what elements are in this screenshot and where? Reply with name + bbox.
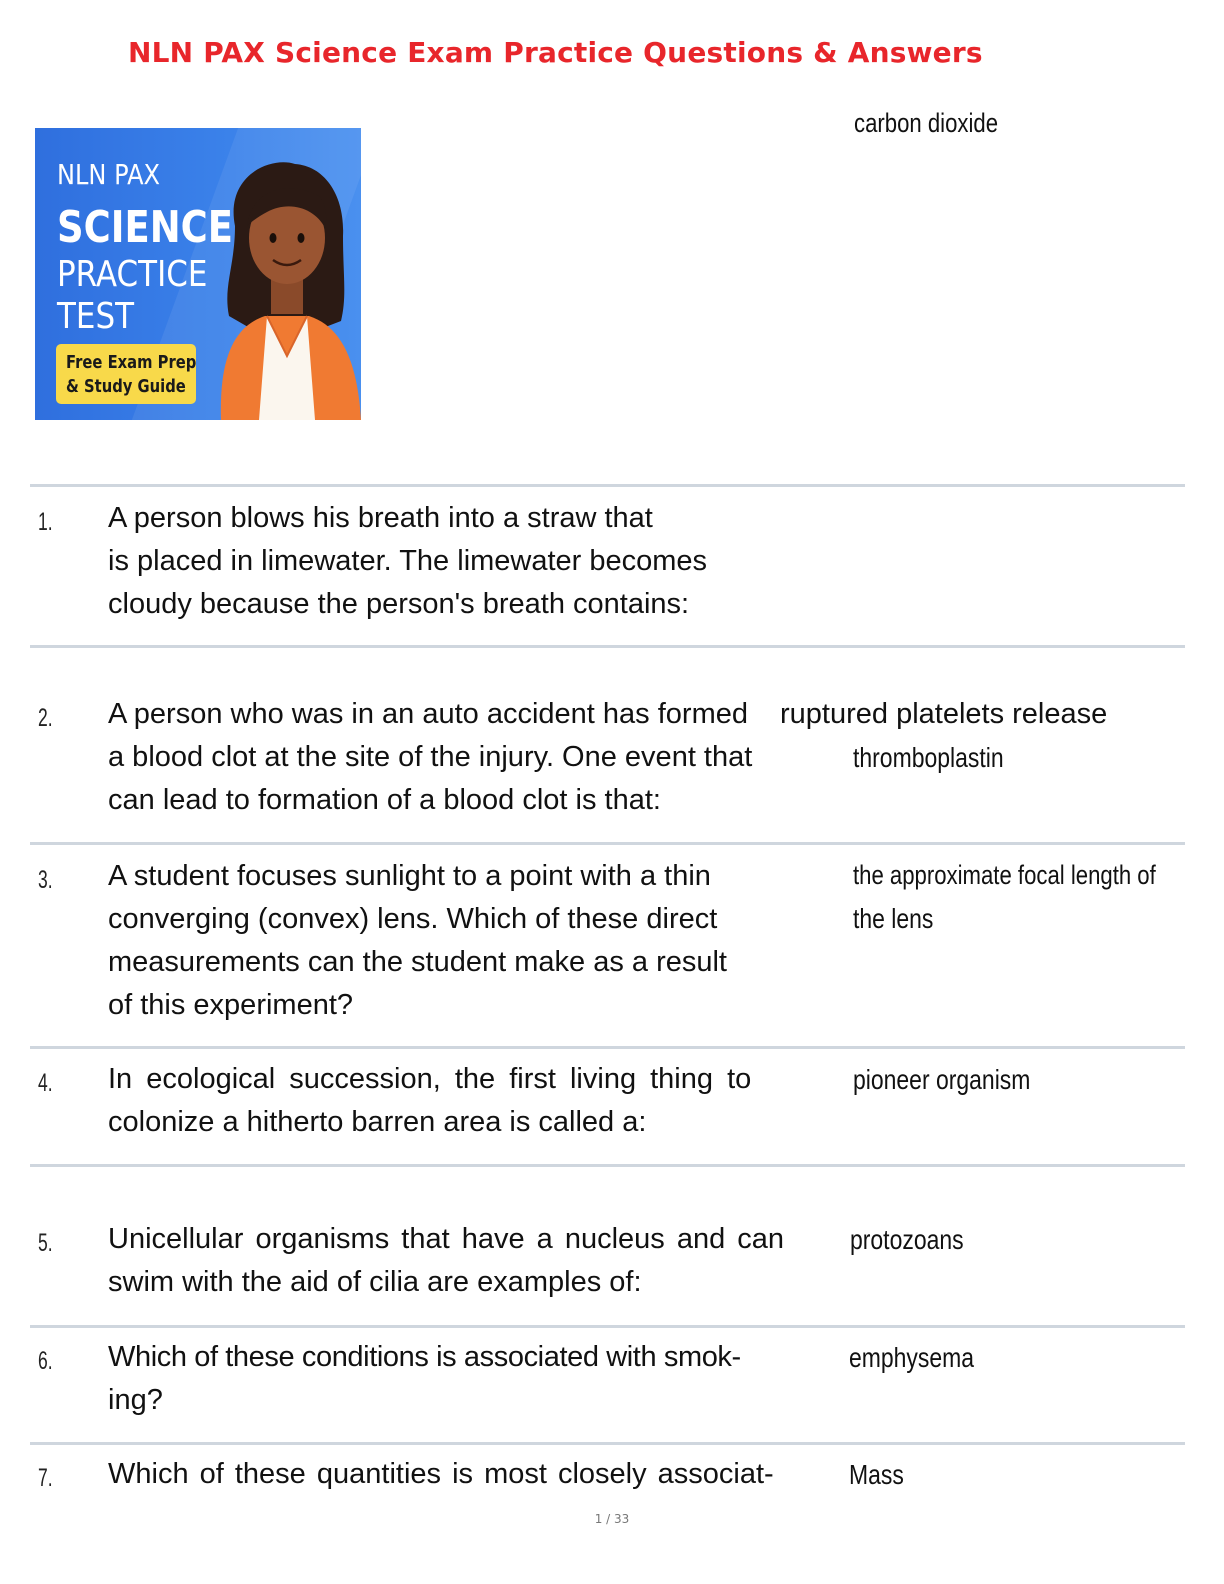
- question-number: 2.: [38, 704, 53, 732]
- student-illustration: [215, 156, 361, 420]
- question-text: [108, 1058, 794, 1144]
- page-indicator: 1 / 33: [594, 1512, 630, 1526]
- question-line: swim with the aid of cilia are examples of:: [108, 1266, 642, 1298]
- divider: [30, 1325, 1185, 1328]
- question-line: measurements can the student make as a result: [108, 946, 727, 978]
- answer: pioneer organism: [853, 1064, 1031, 1095]
- answer-1: carbon dioxide: [854, 108, 999, 138]
- question-line-text: In ecological succession, the first living thing to: [108, 1063, 752, 1095]
- divider: [30, 1046, 1185, 1049]
- question-line: Unicellular organisms that have a nucleus and can: [108, 1223, 785, 1255]
- practice-test-banner: [35, 128, 361, 420]
- answer: emphysema: [849, 1342, 975, 1373]
- answer-line: thromboplastin: [853, 742, 1004, 773]
- banner-line-1: NLN PAX: [57, 158, 161, 191]
- banner-badge: [56, 344, 196, 404]
- question-line: is placed in limewater. The limewater becomes: [108, 545, 708, 577]
- question-line: A person blows his breath into a straw that: [108, 502, 653, 534]
- question-number: 7.: [38, 1464, 53, 1492]
- divider: [30, 842, 1185, 845]
- banner-line-4: TEST: [57, 296, 135, 337]
- question-line: of this experiment?: [108, 989, 354, 1021]
- answer: protozoans: [850, 1224, 964, 1255]
- question-line: colonize a hitherto barren area is called a:: [108, 1106, 647, 1138]
- divider: [30, 645, 1185, 648]
- document-title: NLN PAX Science Exam Practice Questions & Answers: [128, 36, 983, 69]
- question-line: can lead to formation of a blood clot is that:: [108, 784, 661, 816]
- divider: [30, 1164, 1185, 1167]
- question-line: [108, 1058, 794, 1101]
- banner-line-3: PRACTICE: [57, 254, 208, 295]
- question-number: 3.: [38, 866, 53, 894]
- question-text: [108, 855, 848, 1027]
- question-line: a blood clot at the site of the injury. One event that: [108, 741, 753, 773]
- divider: [30, 1442, 1185, 1445]
- question-line: cloudy because the person's breath contains:: [108, 588, 690, 620]
- question-number: 5.: [38, 1229, 53, 1257]
- banner-line-2: SCIENCE: [57, 202, 234, 253]
- badge-line-1: Free Exam Prep: [66, 352, 197, 373]
- question-text: [108, 1336, 848, 1422]
- question-number: 4.: [38, 1069, 53, 1097]
- question-text: [108, 1453, 848, 1496]
- answer: Mass: [849, 1459, 904, 1490]
- question-line: A person who was in an auto accident has formed: [108, 698, 748, 730]
- question-line: A student focuses sunlight to a point with a thin: [108, 860, 711, 892]
- question-line: converging (convex) lens. Which of these direct: [108, 903, 718, 935]
- badge-line-2: & Study Guide: [66, 376, 186, 397]
- answer-line: the lens: [853, 903, 934, 934]
- answer-line: the approximate focal length of: [853, 860, 1156, 890]
- answer-line: ruptured platelets release: [780, 698, 1108, 730]
- question-line: ing?: [108, 1384, 163, 1416]
- question-text: [108, 497, 848, 626]
- question-number: 6.: [38, 1347, 53, 1375]
- question-number: 1.: [38, 508, 53, 536]
- divider: [30, 484, 1185, 487]
- question-line: Which of these conditions is associated with smok-: [108, 1341, 741, 1373]
- question-line: Which of these quantities is most closely associat-: [108, 1458, 774, 1490]
- question-text: [108, 693, 848, 822]
- question-text: [108, 1218, 848, 1304]
